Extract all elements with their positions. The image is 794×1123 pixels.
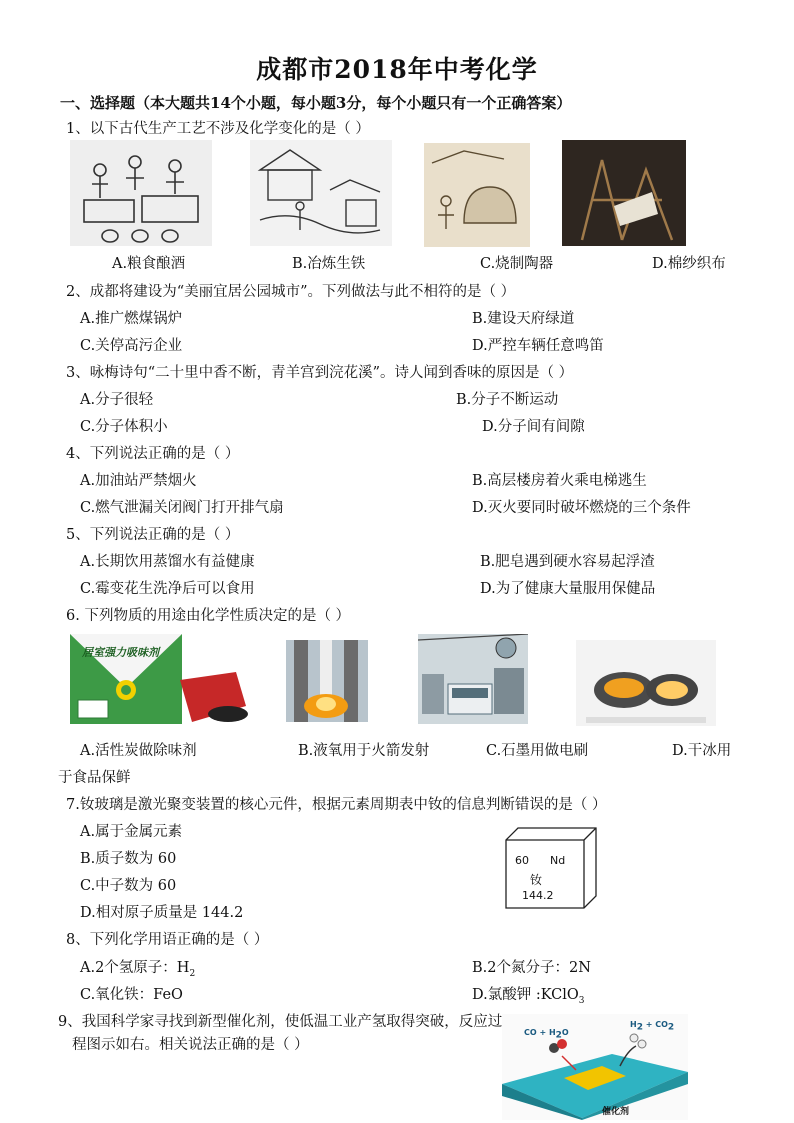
element-mass: 144.2	[522, 889, 554, 902]
q1-option-b: B.冶炼生铁	[292, 256, 366, 272]
element-name: 钕	[530, 873, 543, 887]
q7-option-b: B.质子数为 60	[80, 851, 177, 867]
q9-stem-line2: 程图示如右。相关说法正确的是（ ）	[72, 1037, 309, 1053]
q6-option-d-wrap: 于食品保鲜	[58, 770, 131, 786]
q6-product-label: 居室强力吸味剂	[82, 646, 159, 659]
page-title: 成都市2018年中考化学	[256, 55, 538, 84]
q5-option-c: C.霉变花生洗净后可以食用	[80, 581, 255, 597]
q4-option-a: A.加油站严禁烟火	[80, 473, 197, 489]
q4-option-c: C.燃气泄漏关闭阀门打开排气扇	[80, 500, 284, 516]
q9-stem-line1: 9、我国科学家寻找到新型催化剂，使低温工业产氢取得突破，反应过	[58, 1014, 503, 1030]
q9-reaction-diagram	[502, 1014, 688, 1120]
element-number: 60	[515, 854, 529, 867]
q8-stem: 8、下列化学用语正确的是（ ）	[66, 932, 269, 948]
q8-option-c: C.氧化铁：FeO	[80, 987, 183, 1003]
q6-option-c: C.石墨用做电刷	[486, 743, 589, 759]
q3-option-b: B.分子不断运动	[456, 392, 559, 408]
q6-image-d	[576, 640, 716, 726]
section-heading: 一、选择题（本大题共14个小题，每小题3分，每个小题只有一个正确答案）	[60, 94, 572, 112]
q7-stem: 7.钕玻璃是激光聚变装置的核心元件，根据元素周期表中钕的信息判断错误的是（ ）	[66, 797, 607, 813]
q3-option-a: A.分子很轻	[80, 392, 154, 408]
q1-stem: 1、以下古代生产工艺不涉及化学变化的是（ ）	[66, 121, 370, 137]
q5-option-d: D.为了健康大量服用保健品	[480, 581, 656, 597]
q2-option-a: A.推广燃煤锅炉	[80, 311, 183, 327]
q6-image-c	[418, 634, 528, 724]
q1-option-a: A.粮食酿酒	[112, 256, 186, 272]
element-symbol: Nd	[550, 854, 566, 867]
q5-option-a: A.长期饮用蒸馏水有益健康	[80, 554, 255, 570]
q7-option-a: A.属于金属元素	[80, 824, 183, 840]
q8-option-d: D.氯酸钾 :KClO$_3$	[472, 987, 585, 1006]
q9-right-label: $H_2 + CO_2$	[630, 1020, 675, 1033]
q9-catalyst-label: 催化剂	[602, 1107, 630, 1117]
element-card-neodymium	[502, 826, 598, 910]
q3-option-c: C.分子体积小	[80, 419, 168, 435]
q6-stem: 6. 下列物质的用途由化学性质决定的是（ ）	[66, 608, 351, 624]
q6-image-a	[68, 630, 256, 728]
q6-option-a: A.活性炭做除味剂	[80, 743, 197, 759]
q1-image-a	[70, 140, 212, 246]
q6-option-b: B.液氧用于火箭发射	[298, 743, 430, 759]
q6-option-d: D.干冰用	[672, 743, 732, 759]
q8-option-b: B.2个氮分子：2N	[472, 960, 591, 976]
q7-option-c: C.中子数为 60	[80, 878, 177, 894]
q5-option-b: B.肥皂遇到硬水容易起浮渣	[480, 554, 655, 570]
q7-option-d: D.相对原子质量是 144.2	[80, 905, 244, 921]
q4-option-b: B.高层楼房着火乘电梯逃生	[472, 473, 647, 489]
q4-stem: 4、下列说法正确的是（ ）	[66, 446, 240, 462]
q1-image-d	[562, 140, 686, 246]
q2-option-b: B.建设天府绿道	[472, 311, 575, 327]
q2-option-c: C.关停高污企业	[80, 338, 183, 354]
q4-option-d: D.灭火要同时破坏燃烧的三个条件	[472, 500, 691, 516]
q1-image-b	[250, 140, 392, 246]
q5-stem: 5、下列说法正确的是（ ）	[66, 527, 240, 543]
q2-option-d: D.严控车辆任意鸣笛	[472, 338, 604, 354]
q9-left-label: CO + $H_2O$	[524, 1028, 569, 1041]
q1-option-c: C.烧制陶器	[480, 256, 554, 272]
q2-stem: 2、成都将建设为“美丽宜居公园城市”。下列做法与此不相符的是（ ）	[66, 284, 516, 300]
q1-image-c	[424, 143, 530, 247]
q3-stem: 3、咏梅诗句“二十里中香不断，青羊宫到浣花溪”。诗人闻到香味的原因是（ ）	[66, 365, 574, 381]
q1-option-d: D.棉纱织布	[652, 256, 726, 272]
q8-option-a: A.2个氢原子：$H_2$	[80, 960, 196, 979]
q6-image-b	[286, 640, 368, 722]
q3-option-d: D.分子间有间隙	[482, 419, 585, 435]
